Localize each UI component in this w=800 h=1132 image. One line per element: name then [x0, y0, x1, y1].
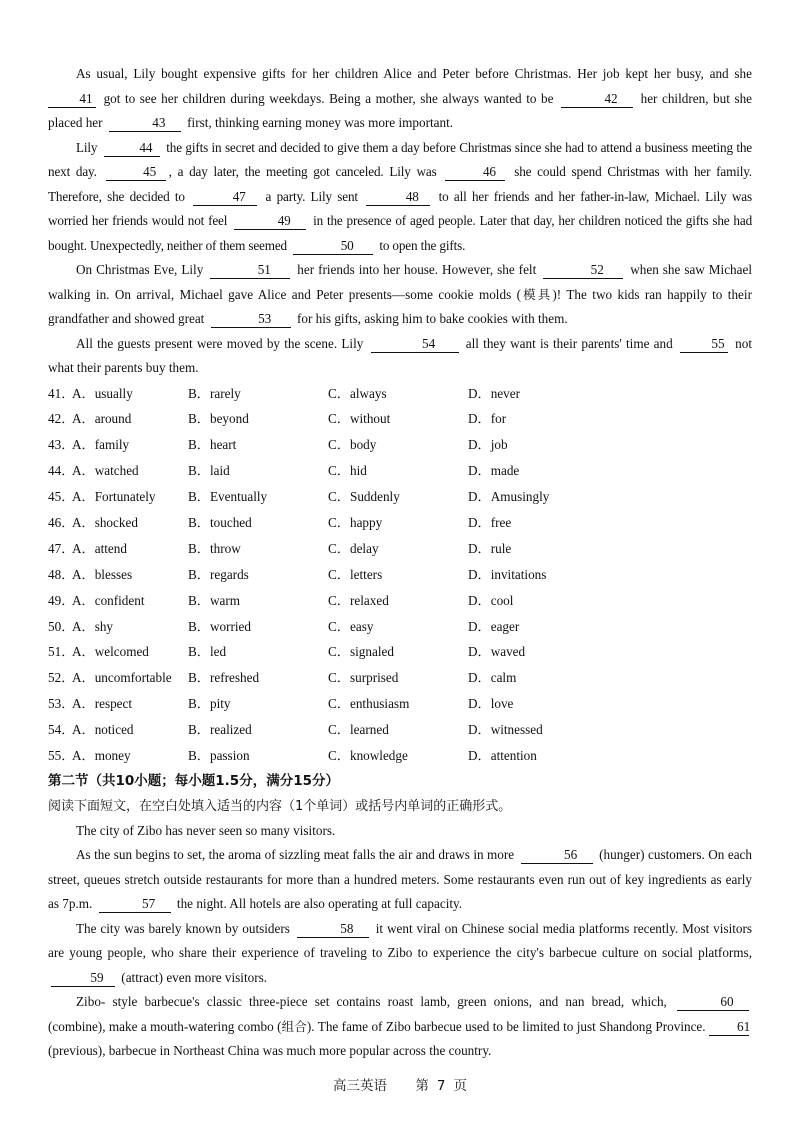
text: all they want is their parents' time and [465, 335, 673, 351]
blank-58[interactable]: 58 [297, 920, 369, 938]
text: (attract) even more visitors. [121, 969, 268, 985]
option-row [48, 743, 752, 769]
text: As the sun begins to set, the aroma of sizzling meat falls the air and draws in more [76, 847, 515, 863]
option-b[interactable]: B．rarely [188, 385, 241, 401]
question-number: 50． [48, 618, 75, 634]
text: (previous), barbecue in Northeast China was much more popular across the country. [48, 1043, 492, 1059]
option-row [48, 691, 752, 717]
option-c[interactable]: C．Suddenly [328, 489, 400, 505]
text: to all her friends and her father-in-law, Michael. Lily was worried her friends would not feel [48, 188, 752, 228]
section-heading: 第二节（共10小题；每小题1.5分，满分15分） [48, 772, 339, 789]
option-a[interactable]: A．uncomfortable [72, 670, 172, 686]
footer-subject: 高三英语 [333, 1078, 388, 1094]
question-number: 43． [48, 437, 75, 453]
text: not what their parents buy them. [48, 335, 753, 375]
option-row [48, 665, 752, 691]
text: for his gifts, asking him to bake cookies with them. [296, 311, 568, 326]
question-number: 44． [48, 463, 75, 479]
option-b[interactable]: B．warm [188, 592, 241, 608]
blank-60[interactable]: 60 [677, 993, 749, 1011]
blank-56[interactable]: 56 [521, 846, 593, 864]
option-a[interactable]: A．family [72, 437, 130, 453]
text: got to see her children during weekdays. Being a mother, she always wanted to be [103, 90, 554, 106]
option-row [48, 588, 752, 614]
option-d[interactable]: D．rule [468, 540, 512, 556]
option-c[interactable]: C．hid [328, 463, 367, 479]
option-a[interactable]: A．confident [72, 592, 145, 608]
passage2-paragraph-1: The city of Zibo has never seen so many visitors. [76, 822, 336, 838]
passage2-paragraph-3 [48, 917, 752, 991]
text: (hunger) customers. On each street, queues stretch outside restaurants for more than a hundred meters. Some restaurants even run out of key ingredients as early as 7p.m. [48, 847, 753, 912]
option-b[interactable]: B．throw [188, 540, 241, 556]
option-row [48, 406, 752, 432]
option-row [48, 381, 752, 407]
option-c[interactable]: C．delay [328, 540, 379, 556]
text: The city was barely known by outsiders [76, 920, 290, 936]
option-c[interactable]: C．easy [328, 618, 374, 634]
text: )! The two kids ran happily to their grandfather and showed great [48, 286, 752, 326]
option-a[interactable]: A．welcomed [72, 644, 149, 660]
option-b[interactable]: B．regards [188, 566, 249, 582]
option-row [48, 510, 752, 536]
text: when she saw Michael walking in. On arrival, Michael gave Alice and Peter presents—some cookie molds ( [48, 262, 753, 302]
option-c[interactable]: C．surprised [328, 670, 399, 686]
question-number: 47． [48, 540, 75, 556]
option-c[interactable]: C．knowledge [328, 747, 408, 763]
option-d[interactable]: D．job [468, 437, 508, 453]
option-a[interactable]: A．around [72, 411, 132, 427]
question-number: 46． [48, 514, 75, 530]
option-a[interactable]: A．watched [72, 463, 139, 479]
blank-61[interactable]: 61 [709, 1018, 749, 1036]
question-number: 42． [48, 411, 75, 427]
option-row [48, 536, 752, 562]
option-d[interactable]: D．Amusingly [468, 489, 550, 505]
section-instruction: 阅读下面短文，在空白处填入适当的内容（1个单词）或括号内单词的正确形式。 [48, 798, 512, 814]
option-b[interactable]: B．Eventually [188, 489, 268, 505]
passage1-paragraph-1 [48, 62, 752, 136]
option-d[interactable]: D．love [468, 696, 514, 712]
blank-41[interactable]: 41 [48, 90, 96, 108]
option-b[interactable]: B．beyond [188, 411, 249, 427]
question-number: 48． [48, 566, 75, 582]
blank-46[interactable]: 46 [445, 163, 505, 181]
option-row [48, 614, 752, 640]
text: her friends into her house. However, she felt [297, 262, 537, 277]
blank-54[interactable]: 54 [371, 335, 459, 353]
text: (combine), make a mouth-watering combo ( [48, 1018, 282, 1034]
question-number: 49． [48, 592, 75, 608]
blank-43[interactable]: 43 [109, 114, 181, 132]
text: As usual, Lily bought expensive gifts for her children Alice and Peter before Christmas. Her job kept her busy, and she [76, 66, 752, 81]
option-a[interactable]: A．shocked [72, 514, 138, 530]
option-a[interactable]: A．usually [72, 385, 133, 401]
text: On Christmas Eve, Lily [76, 262, 204, 277]
option-d[interactable]: D．attention [468, 747, 537, 763]
cjk-gloss: 组合 [281, 1018, 307, 1034]
option-b[interactable]: B．laid [188, 463, 230, 479]
option-a[interactable]: A．money [72, 747, 131, 763]
option-d[interactable]: D．invitations [468, 566, 547, 582]
passage2-paragraph-2 [48, 843, 752, 917]
blank-59[interactable]: 59 [51, 969, 115, 987]
blank-48[interactable]: 48 [366, 188, 430, 206]
question-number: 53． [48, 696, 75, 712]
text: she could spend Christmas with her family. Therefore, she decided to [48, 164, 752, 204]
page-number: 7 [436, 1078, 446, 1094]
footer-page [415, 1078, 467, 1094]
option-row [48, 432, 752, 458]
blank-49[interactable]: 49 [234, 212, 306, 230]
option-a[interactable]: A．respect [72, 696, 133, 712]
question-number: 41． [48, 385, 75, 401]
option-d[interactable]: D．cool [468, 592, 514, 608]
option-c[interactable]: C．letters [328, 566, 383, 582]
text: , a day later, the meeting got canceled. Lily was [168, 164, 437, 179]
option-c[interactable]: C．always [328, 385, 387, 401]
option-a[interactable]: A．shy [72, 618, 114, 634]
text: ). The fame of Zibo barbecue used to be limited to just Shandong Province. [306, 1018, 706, 1034]
option-c[interactable]: C．relaxed [328, 592, 389, 608]
option-d[interactable]: D．never [468, 385, 520, 401]
option-row [48, 484, 752, 510]
option-row [48, 458, 752, 484]
blank-55[interactable]: 55 [680, 335, 728, 353]
option-d[interactable]: D．waved [468, 644, 526, 660]
text: in the presence of aged people. Later that day, her children noticed the gifts she had bought. Unexpectedly, neither of them seemed [48, 213, 753, 253]
text: Lily [76, 139, 98, 155]
option-d[interactable]: D．made [468, 463, 520, 479]
text: to open the gifts. [379, 237, 466, 253]
option-c[interactable]: C．body [328, 437, 377, 453]
page-footer [0, 1074, 800, 1094]
option-a[interactable]: A．attend [72, 540, 127, 556]
text: the night. All hotels are also operating at full capacity. [176, 896, 463, 912]
option-d[interactable]: D．witnessed [468, 722, 543, 738]
text: All the guests present were moved by the scene. Lily [76, 335, 364, 351]
text: her children, but she placed her [48, 90, 753, 130]
blank-44[interactable]: 44 [104, 139, 160, 157]
option-row [48, 639, 752, 665]
passage1-paragraph-4 [48, 332, 752, 381]
option-c[interactable]: C．without [328, 411, 391, 427]
passage1-paragraph-2 [48, 136, 752, 259]
option-a[interactable]: A．noticed [72, 722, 134, 738]
option-c[interactable]: C．enthusiasm [328, 696, 410, 712]
option-row [48, 717, 752, 743]
option-b[interactable]: B．passion [188, 747, 250, 763]
option-d[interactable]: D．for [468, 411, 507, 427]
blank-50[interactable]: 50 [293, 237, 373, 255]
blank-52[interactable]: 52 [543, 261, 623, 279]
blank-47[interactable]: 47 [193, 188, 257, 206]
blank-53[interactable]: 53 [211, 310, 291, 328]
passage2-paragraph-4 [48, 990, 752, 1064]
option-c[interactable]: C．signaled [328, 644, 394, 660]
question-number: 52． [48, 670, 75, 686]
option-a[interactable]: A．Fortunately [72, 489, 156, 505]
question-number: 51． [48, 644, 75, 660]
option-b[interactable]: B．realized [188, 722, 252, 738]
cjk-gloss: 模具 [521, 286, 553, 302]
page-suffix: 页 [453, 1078, 467, 1094]
question-number: 54． [48, 722, 75, 738]
option-row [48, 562, 752, 588]
blank-57[interactable]: 57 [99, 895, 171, 913]
exam-page [48, 62, 752, 1064]
options-grid [48, 381, 752, 769]
text: a party. Lily sent [265, 188, 358, 204]
question-number: 45． [48, 489, 75, 505]
text: Zibo- style barbecue's classic three-piece set contains roast lamb, green onions, and nan bread, which, [76, 994, 667, 1010]
question-number: 55． [48, 747, 75, 763]
blank-51[interactable]: 51 [210, 261, 290, 279]
passage1-paragraph-3 [48, 258, 752, 332]
option-b[interactable]: B．led [188, 644, 227, 660]
text: first, thinking earning money was more important. [187, 115, 454, 130]
option-b[interactable]: B．worried [188, 618, 251, 634]
text: it went viral on Chinese social media platforms recently. Most visitors are young people, who share their experience of traveling to Zibo to experience the city's barbecue culture on social platforms, [48, 920, 753, 961]
option-c[interactable]: C．happy [328, 514, 383, 530]
option-d[interactable]: D．eager [468, 618, 520, 634]
option-b[interactable]: B．touched [188, 514, 252, 530]
blank-42[interactable]: 42 [561, 90, 633, 108]
text: the gifts in secret and decided to give them a day before Christmas since she had to attend a business meeting the next day. [48, 139, 752, 179]
option-d[interactable]: D．calm [468, 670, 517, 686]
option-a[interactable]: A．blesses [72, 566, 133, 582]
option-b[interactable]: B．pity [188, 696, 231, 712]
blank-45[interactable]: 45 [106, 163, 166, 181]
option-d[interactable]: D．free [468, 514, 512, 530]
option-b[interactable]: B．refreshed [188, 670, 260, 686]
option-b[interactable]: B．heart [188, 437, 237, 453]
page-prefix: 第 [415, 1078, 429, 1094]
option-c[interactable]: C．learned [328, 722, 389, 738]
